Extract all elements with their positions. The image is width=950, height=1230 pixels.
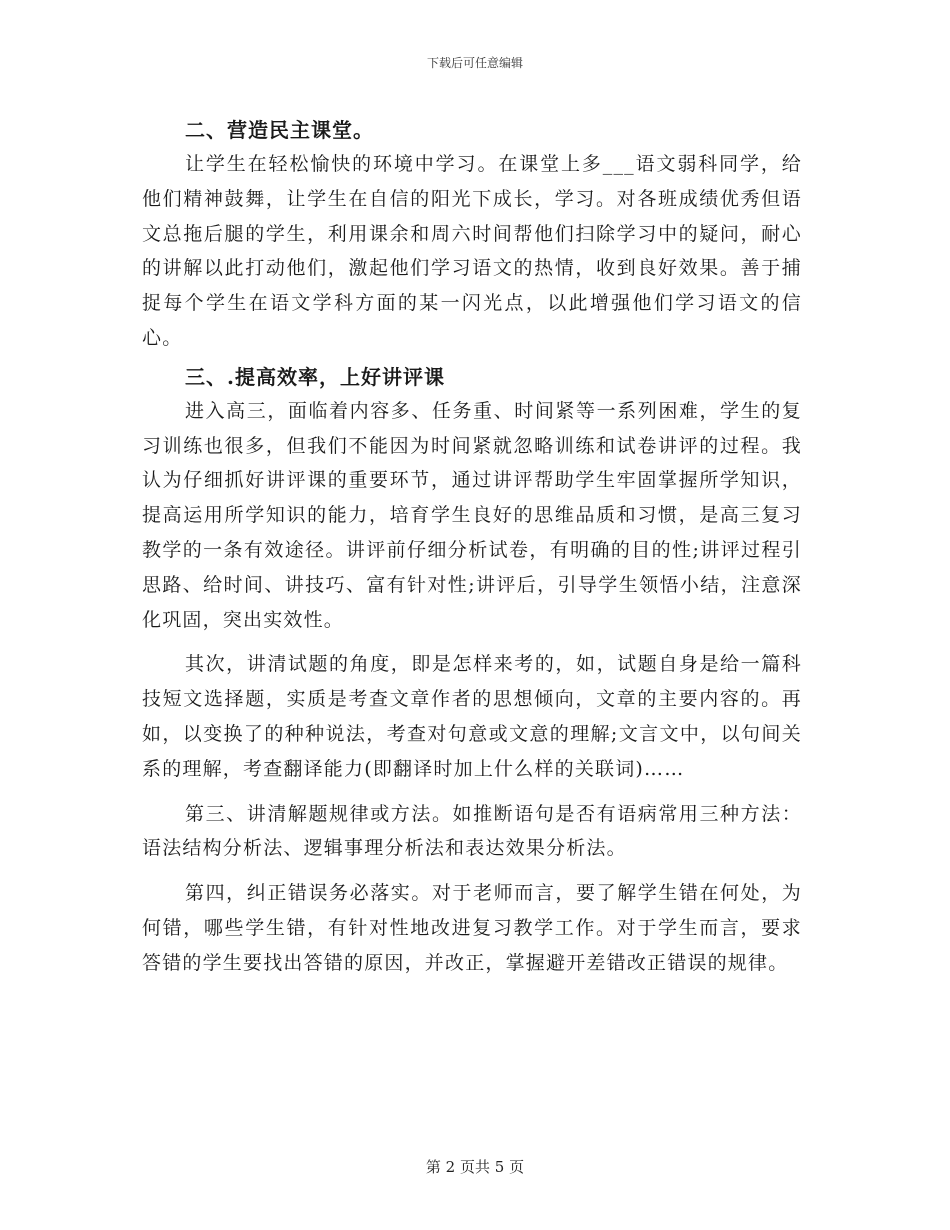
paragraph-question-angle: 其次，讲清试题的角度，即是怎样来考的，如，试题自身是给一篇科技短文选择题，实质是考查文章作者的思想倾向，文章的主要内容的。再如，以变换了的种种说法，考查对句意或文意的理解;文言文中，以句间关系的理解，考查翻译能力(即翻译时加上什么样的关联词)…… [142,653,802,780]
page-header-note: 下载后可任意编辑 [426,56,523,70]
section-heading-review-lesson: 三、.提高效率，上好讲评课 [185,364,445,389]
paragraph-democratic-classroom: 让学生在轻松愉快的环境中学习。在课堂上多___语文弱科同学，给他们精神鼓舞，让学生在自信的阳光下成长，学习。对各班成绩优秀但语文总拖后腿的学生，利用课余和周六时间帮他们扫除学习中的疑问，耐心的讲解以此打动他们，激起他们学习语文的热情，收到良好效果。善于捕捉每个学生在语文学科方面的某一闪光点，以此增强他们学习语文的信心。 [142,153,802,349]
paragraph-error-correction: 第四，纠正错误务必落实。对于老师而言，要了解学生错在何处，为何错，哪些学生错，有针对性地改进复习教学工作。对于学生而言，要求答错的学生要找出答错的原因，并改正，掌握避开差错改正错误的规律。 [142,882,802,974]
section-heading-democratic-classroom: 二、营造民主课堂。 [185,118,374,142]
paragraph-solving-method: 第三、讲清解题规律或方法。如推断语句是否有语病常用三种方法：语法结构分析法、逻辑事理分析法和表达效果分析法。 [142,802,802,860]
paragraph-review-intro: 进入高三，面临着内容多、任务重、时间紧等一系列困难，学生的复习训练也很多，但我们不能因为时间紧就忽略训练和试卷讲评的过程。我认为仔细抓好讲评课的重要环节，通过讲评帮助学生牢固掌握所学知识，提高运用所学知识的能力，培育学生良好的思维品质和习惯，是高三复习教学的一条有效途径。讲评前仔细分析试卷，有明确的目的性;讲评过程引思路、给时间、讲技巧、富有针对性;讲评后，引导学生领悟小结，注意深化巩固，突出实效性。 [142,399,802,631]
page-number-footer: 第 2 页共 5 页 [425,1158,525,1176]
document-body [142,113,802,981]
